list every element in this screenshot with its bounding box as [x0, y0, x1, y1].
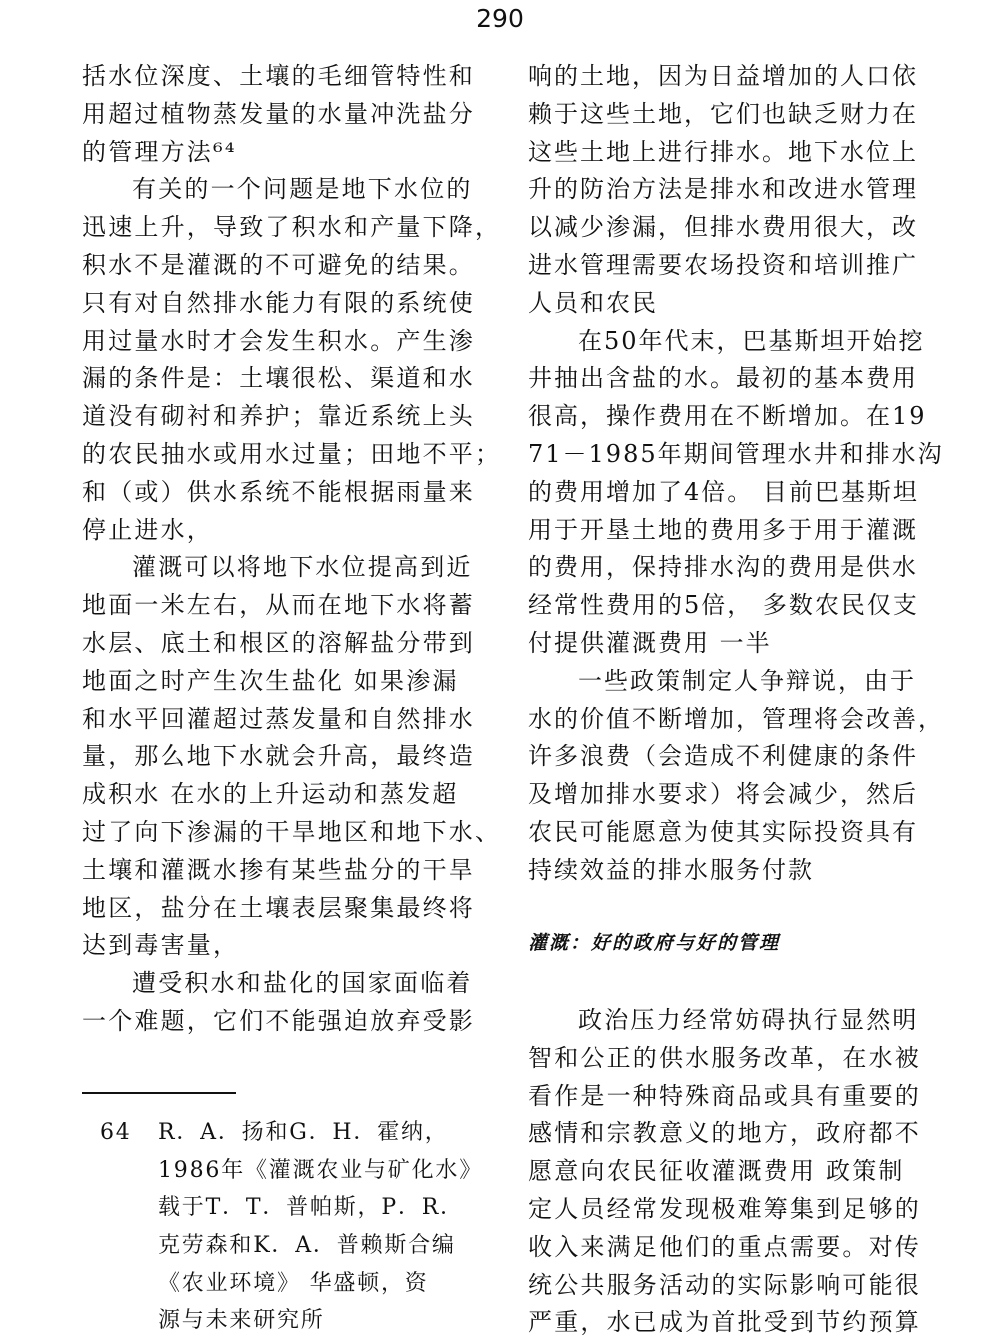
right-column [528, 58, 944, 890]
text-line: 进水管理需要农场投资和培训推广 [528, 250, 918, 279]
text-line: 的管理方法⁶⁴ [82, 137, 237, 166]
text-line: 农民可能愿意为使其实际投资具有 [528, 817, 918, 846]
text-line: 政治压力经常妨碍执行显然明 [578, 1006, 919, 1034]
footnote-divider [82, 1092, 236, 1094]
footnote-text: R．A．扬和G．H．霍纳， [158, 1120, 449, 1145]
text-line: 严重，水已成为首批受到节约预算 [528, 1308, 921, 1337]
text-line: 以减少渗漏，但排水费用很大，改 [528, 213, 918, 242]
text-line: 用过量水时才会发生积水。产生渗 [82, 326, 475, 355]
text-line: 和（或）供水系统不能根据雨量来 [82, 477, 475, 506]
text-line: 地面一米左右，从而在地下水将蓄 [82, 591, 475, 620]
footnote-line: 源与未来研究所 [158, 1308, 325, 1334]
text-line: 用于开垦土地的费用多于用于灌溉 [528, 515, 918, 544]
text-line: 用超过植物蒸发量的水量冲洗盐分 [82, 99, 475, 128]
text-line: 土壤和灌溉水掺有某些盐分的干旱 [82, 855, 475, 884]
footnote-line: 克劳森和K．A．普赖斯合编 [158, 1233, 456, 1259]
text-line: 过了向下渗漏的干旱地区和地下水、 [82, 817, 502, 846]
text-line: 的农民抽水或用水过量；田地不平； [82, 439, 502, 468]
page-number: 290 [476, 4, 524, 33]
text-line: 地面之时产生次生盐化 如果渗漏 [82, 666, 459, 695]
right-column-lower [528, 1002, 920, 1342]
text-line: 漏的条件是：土壤很松、渠道和水 [82, 364, 475, 393]
footnote-number: 64 [100, 1120, 132, 1145]
text-line: 停止进水， [82, 515, 213, 544]
footnote-line: 《农业环境》 华盛顿，资 [158, 1270, 429, 1296]
text-line: 成积水 在水的上升运动和蒸发超 [82, 780, 459, 809]
text-line: 有关的一个问题是地下水位的 [132, 175, 473, 204]
text-line: 付提供灌溉费用 一半 [528, 628, 772, 657]
section-heading: 灌溉：好的政府与好的管理 [528, 932, 781, 954]
footnote [100, 1114, 490, 1340]
footnote-line: 载于T．T．普帕斯，P．R． [158, 1195, 464, 1221]
footnote-first-line [100, 1114, 490, 1152]
text-line: 升的防治方法是排水和改进水管理 [528, 175, 918, 204]
text-line: 赖于这些土地，它们也缺乏财力在 [528, 99, 918, 128]
text-line: 愿意向农民征收灌溉费用 政策制 [528, 1157, 905, 1186]
text-line: 达到毒害量， [82, 931, 240, 960]
text-line: 这些土地上进行排水。地下水位上 [528, 137, 918, 166]
text-line: 和水平回灌超过蒸发量和自然排水 [82, 704, 475, 733]
text-line: 水的价值不断增加，管理将会改善， [528, 704, 944, 733]
text-line: 量，那么地下水就会升高，最终造 [82, 742, 475, 771]
text-line: 很高，操作费用在不断增加。在19 [528, 402, 927, 431]
text-line: 感情和宗教意义的地方，政府都不 [528, 1119, 921, 1148]
text-line: 积水不是灌溉的不可避免的结果。 [82, 250, 475, 279]
text-line: 经常性费用的5倍， 多数农民仅支 [528, 591, 919, 620]
text-line: 在50年代末，巴基斯坦开始挖 [578, 326, 925, 355]
text-line: 许多浪费（会造成不利健康的条件 [528, 742, 918, 771]
text-line: 遭受积水和盐化的国家面临着 [132, 969, 473, 998]
text-line: 道没有砌衬和养护；靠近系统上头 [82, 402, 475, 431]
text-line: 括水位深度、土壤的毛细管特性和 [82, 62, 475, 90]
footnote-line: 1986年《灌溉农业与矿化水》 [158, 1157, 483, 1183]
text-line: 持续效益的排水服务付款 [528, 855, 814, 884]
text-line: 收入来满足他们的重点需要。对传 [528, 1232, 921, 1261]
text-line: 地区，盐分在土壤表层聚集最终将 [82, 893, 475, 922]
text-line: 定人员经常发现极难筹集到足够的 [528, 1194, 921, 1223]
text-line: 一个难题，它们不能强迫放弃受影 [82, 1006, 475, 1035]
text-line: 及增加排水要求）将会减少，然后 [528, 780, 918, 809]
text-line: 的费用，保持排水沟的费用是供水 [528, 553, 918, 582]
text-line: 人员和农民 [528, 288, 658, 317]
text-line: 智和公正的供水服务改革，在水被 [528, 1043, 921, 1072]
text-line: 71－1985年期间管理水井和排水沟 [528, 439, 944, 468]
text-line: 水层、底土和根区的溶解盐分带到 [82, 628, 475, 657]
left-column [82, 58, 502, 1041]
text-line: 看作是一种特殊商品或具有重要的 [528, 1081, 921, 1110]
text-line: 井抽出含盐的水。最初的基本费用 [528, 364, 918, 393]
text-line: 响的土地，因为日益增加的人口依 [528, 62, 918, 90]
text-line: 统公共服务活动的实际影响可能很 [528, 1270, 921, 1299]
text-line: 的费用增加了4倍。 目前巴基斯坦 [528, 477, 919, 506]
text-line: 一些政策制定人争辩说，由于 [578, 666, 916, 695]
text-line: 只有对自然排水能力有限的系统使 [82, 288, 475, 317]
text-line: 迅速上升，导致了积水和产量下降， [82, 213, 502, 242]
text-line: 灌溉可以将地下水位提高到近 [132, 553, 473, 582]
